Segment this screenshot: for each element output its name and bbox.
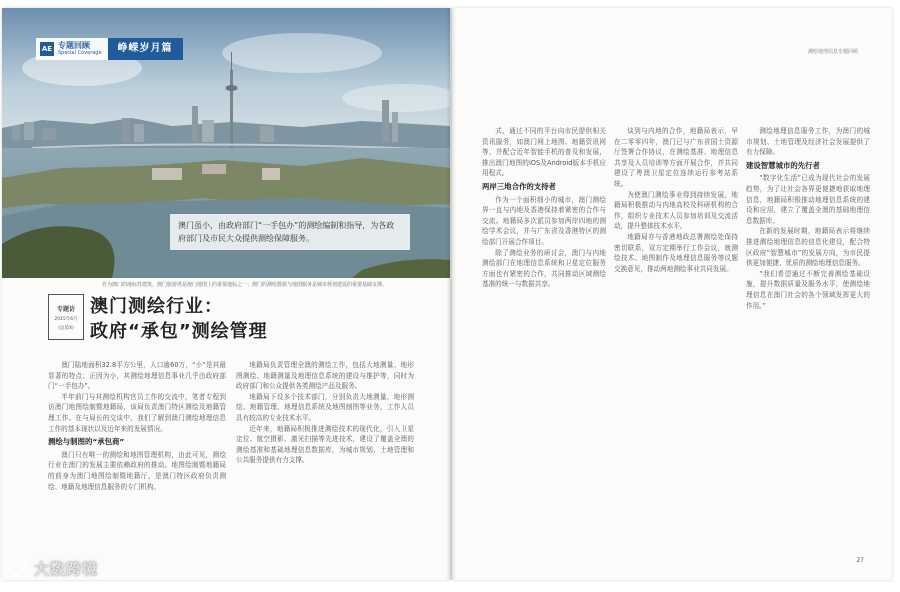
paragraph: 澳门只有唯一的测绘和地图管理机构，由此可见，测绘行业在澳门的发展主要依赖政府的推动。地图绘制暨地籍局的前身为澳门地图绘制暨地籍厅，是澳门特区政府负责测绘、地籍及地理信息服务的专门机构。 xyxy=(48,450,226,491)
issue-tag-line3: (总第X) xyxy=(58,325,74,331)
paragraph: 式，通过不同的平台向市民提供相关资讯服务，如澳门网上地图、地籍资讯网等，并配合近年智能手机的普及和发展，推出澳门地图的iOS及Android版本手机应用程式。 xyxy=(482,127,606,178)
photo-callout: 澳门虽小，由政府部门“一手包办”的测绘编制和指导，为各政府部门及市民大众提供测绘保障服务。 xyxy=(170,214,410,250)
left-column-1 xyxy=(48,360,226,568)
section-label-en: Special Coverage xyxy=(58,50,102,56)
paragraph: 半年前门与其测绘机构官员工作的交流中，笔者专程到访澳门地图绘制暨地籍局，该局负责澳门特区测绘及地籍管理工作。在与局长的交谈中，我们了解到澳门测绘地理信息工作的基本现状以及近年来的发展情况。 xyxy=(48,392,226,433)
subheading: 测绘与制图的“承包商” xyxy=(48,437,125,447)
right-column-2 xyxy=(614,126,738,556)
right-column-3 xyxy=(746,126,870,556)
paragraph: “数字化生活”已成为现代社会的发展趋势，为了让社会各界更便捷地获取地理信息，地籍局积极推动地理信息系统的建设和应用，建立了覆盖全澳的基础地理信息数据库。 xyxy=(746,174,870,225)
paragraph: 近年来，地籍局积极推进测绘技术的现代化，引入卫星定位、航空摄影、激光扫描等先进技术，建设了覆盖全澳的测绘基准和基础地理信息数据库，为城市规划、土地管理和公共服务提供有力支撑。 xyxy=(236,424,414,465)
subheading: 两岸三地合作的支持者 xyxy=(482,181,556,191)
macau-skyline-photo xyxy=(2,8,450,278)
paragraph: 谈到与内地的合作，地籍局表示，早在二零零四年，澳门已与广东省国土资源厅签署合作协议，在测绘基准、地理信息共享及人员培训等方面开展合作，并共同建设了粤澳卫星定位连续运行参考站系统。 xyxy=(614,127,738,188)
right-column-1 xyxy=(482,126,606,556)
paragraph: 澳门陆地面积32.8平方公里，人口逾60万，“小”是其最显著的特点；正因为小，其测绘地理信息事业几乎由政府部门“一手包办”。 xyxy=(48,361,226,391)
section-badge xyxy=(36,38,108,60)
paragraph: 为使澳门测绘事业得到持续发展，地籍局积极推动与内地高校及科研机构的合作，组织专业技术人员参加培训及交流活动，提升整体技术水平。 xyxy=(614,190,738,231)
watermark-logo-icon xyxy=(8,559,30,579)
left-page xyxy=(2,8,450,580)
paragraph: 在新的发展时期，地籍局表示将继续推进测绘地理信息的信息化建设，配合特区政府“智慧城市”的发展方向，为市民提供更加便捷、优质的测绘地理信息服务。 xyxy=(746,227,870,268)
headline-line-2: 政府“承包”测绘管理 xyxy=(90,321,268,342)
paragraph: 地籍局亦与香港地政总署测绘处保持密切联系，双方定期举行工作会议，就测绘技术、地图制作及地理信息服务等议题交换意见，推动两地测绘事业共同发展。 xyxy=(614,232,738,273)
section-title: 峥嵘岁月篇 xyxy=(108,38,183,60)
headline-line-1: 澳门测绘行业： xyxy=(90,296,223,317)
issue-tag-line2: 2015年6月 xyxy=(54,316,78,322)
left-column-2 xyxy=(236,360,414,568)
paragraph: 地籍局负责管理全澳的测绘工作，包括大地测量、地形图测绘、地籍测量及地理信息系统的建设与维护等，同时为政府部门和公众提供各类测绘产品及服务。 xyxy=(236,361,414,391)
paragraph: “我们希望通过不断完善测绘基础设施，提升数据质量及服务水平，使测绘地理信息在澳门社会的各个领域发挥更大的作用。” xyxy=(746,269,870,310)
running-head: 测绘地理信息专题回顾 xyxy=(807,49,858,55)
watermark xyxy=(8,558,98,579)
watermark-text: 大数跨境 xyxy=(34,560,99,578)
section-header xyxy=(36,38,183,60)
paragraph: 地籍局下设多个技术部门，分别负责大地测量、地形测绘、地籍管理、地理信息系统及地图制图等业务，工作人员具有较高的专业技术水平。 xyxy=(236,392,414,422)
issue-tag-line1: 专题访 xyxy=(56,305,75,313)
paragraph: 除了测绘业务的研讨会，澳门与内地测绘部门在地理信息系统和卫星定位服务方面也有紧密的合作，共同推动区域测绘基准的统一与数据共享。 xyxy=(482,248,606,289)
photo-caption: 作为澳门的地标性建筑，澳门旅游塔是澳门地图上的重要地标之一；澳门的测绘数据与地图服务是城市规划建设的重要基础支撑。 xyxy=(102,282,388,288)
section-logo-icon: AE xyxy=(40,42,54,56)
issue-tag xyxy=(48,294,84,340)
subheading: 建设智慧城市的先行者 xyxy=(746,160,820,170)
right-page xyxy=(452,8,892,580)
paragraph: 测绘地理信息服务工作，为澳门的城市规划、土地管理及经济社会发展提供了有力保障。 xyxy=(746,127,870,157)
section-label-cn: 专题回顾 xyxy=(58,41,90,50)
article-headline xyxy=(90,294,268,344)
paragraph: 作为一个面积细小的城市，澳门测绘界一直与内地及香港保持着紧密的合作与交流。地籍局多次派员参加两岸四地的测绘学术会议，并与广东省及香港特区的测绘部门开展合作项目。 xyxy=(482,195,606,246)
page-number: 27 xyxy=(856,557,864,564)
